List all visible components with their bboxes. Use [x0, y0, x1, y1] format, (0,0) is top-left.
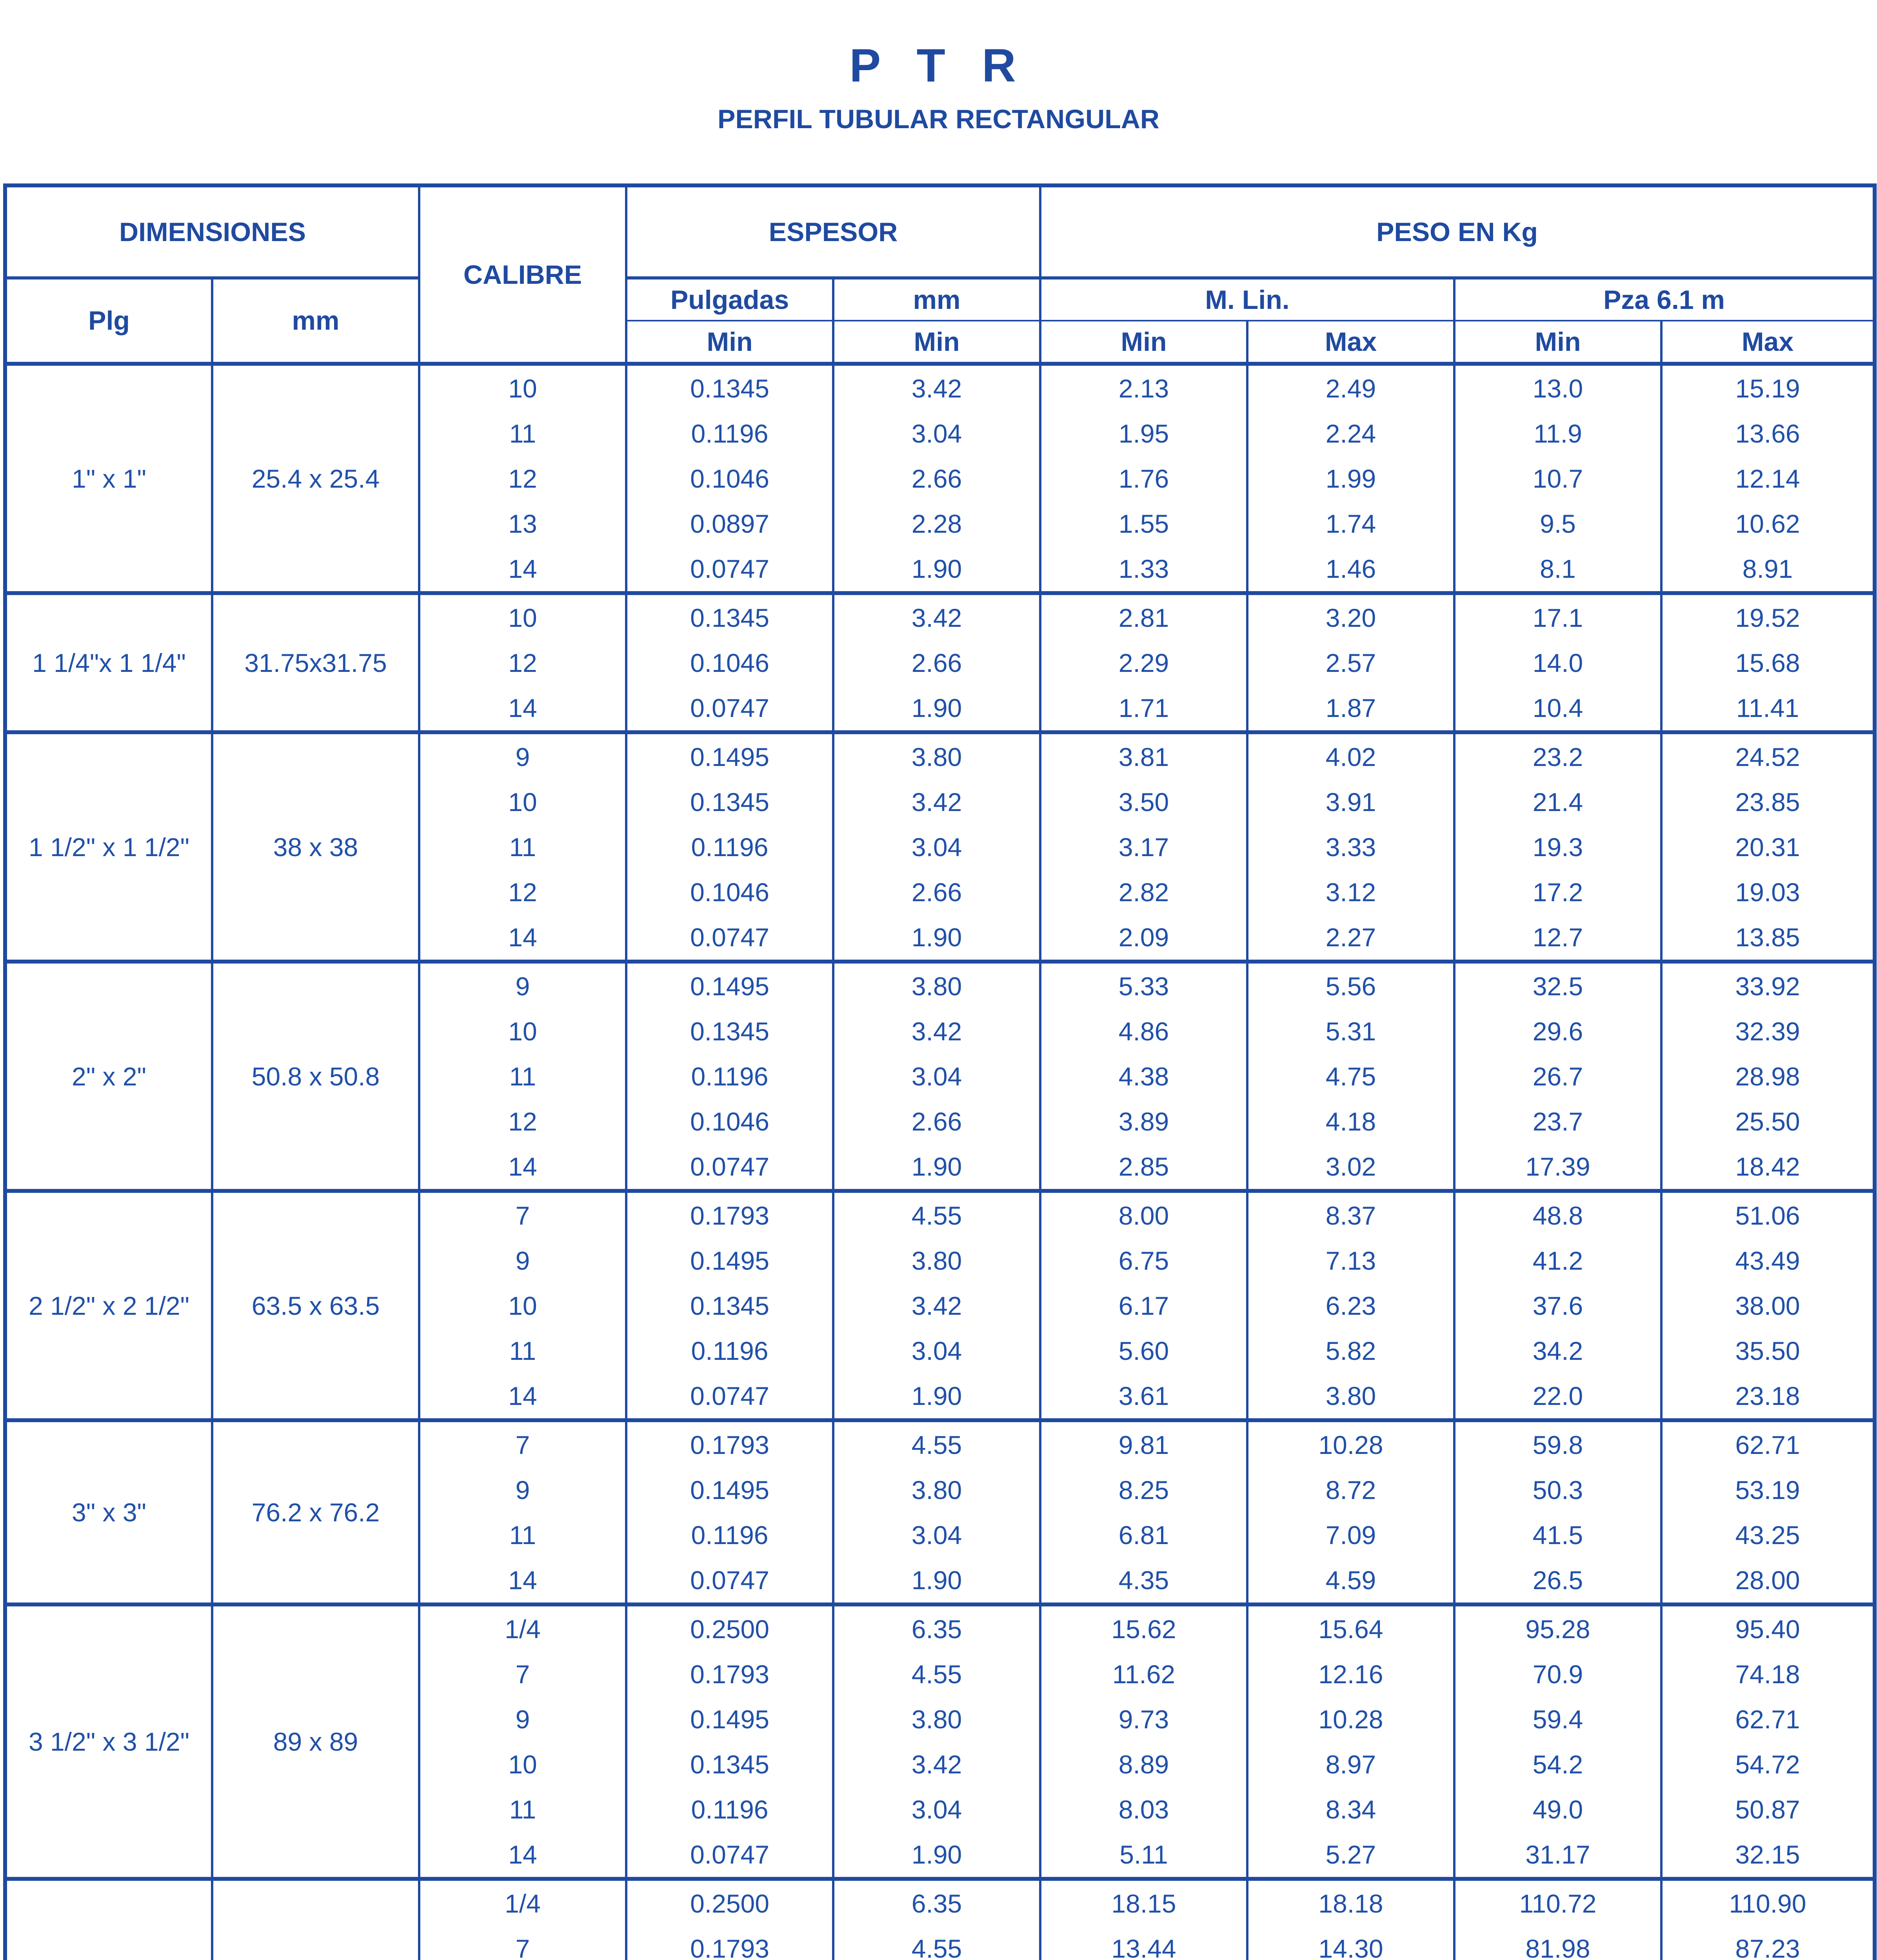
cell-calibre: 10 [419, 364, 626, 411]
cell-mlin-min: 18.15 [1040, 1879, 1247, 1926]
cell-pza-max: 8.91 [1661, 546, 1875, 593]
cell-pulgadas-min: 0.1345 [626, 1009, 833, 1054]
header-mm-min: Min [833, 321, 1040, 364]
dimension-mm: 38 x 38 [212, 732, 419, 962]
cell-mlin-max: 7.09 [1247, 1512, 1454, 1557]
cell-mlin-max: 4.75 [1247, 1054, 1454, 1099]
cell-mlin-max: 3.02 [1247, 1144, 1454, 1191]
dimension-mm: 76.2 x 76.2 [212, 1420, 419, 1604]
cell-mlin-max: 1.87 [1247, 685, 1454, 732]
page-title: P T R [849, 39, 1028, 92]
cell-mlin-max: 8.37 [1247, 1191, 1454, 1238]
cell-pulgadas-min: 0.1495 [626, 1238, 833, 1283]
cell-pulgadas-min: 0.1345 [626, 364, 833, 411]
cell-mm-min: 3.42 [833, 364, 1040, 411]
dimension-plg [5, 1879, 212, 1960]
cell-mlin-min: 15.62 [1040, 1604, 1247, 1651]
cell-pza-max: 53.19 [1661, 1467, 1875, 1512]
cell-pulgadas-min: 0.1793 [626, 1191, 833, 1238]
cell-mlin-min: 13.44 [1040, 1926, 1247, 1960]
cell-calibre: 11 [419, 1054, 626, 1099]
header-pza: Pza 6.1 m [1454, 278, 1875, 321]
cell-pza-max: 24.52 [1661, 732, 1875, 779]
cell-calibre: 12 [419, 456, 626, 501]
cell-mm-min: 4.55 [833, 1926, 1040, 1960]
cell-pza-max: 15.68 [1661, 640, 1875, 685]
cell-pza-min: 41.5 [1454, 1512, 1661, 1557]
cell-mm-min: 2.66 [833, 869, 1040, 915]
cell-mlin-max: 15.64 [1247, 1604, 1454, 1651]
cell-mm-min: 3.42 [833, 1742, 1040, 1787]
cell-pza-min: 14.0 [1454, 640, 1661, 685]
cell-pza-max: 33.92 [1661, 962, 1875, 1009]
cell-pza-min: 11.9 [1454, 411, 1661, 456]
cell-mlin-max: 5.31 [1247, 1009, 1454, 1054]
cell-calibre: 10 [419, 1009, 626, 1054]
cell-pulgadas-min: 0.1345 [626, 593, 833, 640]
cell-pza-min: 9.5 [1454, 501, 1661, 546]
cell-mlin-max: 5.82 [1247, 1328, 1454, 1373]
cell-mlin-max: 18.18 [1247, 1879, 1454, 1926]
cell-calibre: 14 [419, 1373, 626, 1420]
cell-mm-min: 1.90 [833, 685, 1040, 732]
cell-mm-min: 3.80 [833, 1467, 1040, 1512]
cell-mlin-max: 8.97 [1247, 1742, 1454, 1787]
table-row [5, 732, 1875, 779]
dimension-mm [212, 1879, 419, 1960]
cell-calibre: 13 [419, 501, 626, 546]
cell-mlin-min: 1.33 [1040, 546, 1247, 593]
cell-mlin-min: 1.55 [1040, 501, 1247, 546]
cell-mlin-max: 3.80 [1247, 1373, 1454, 1420]
cell-mm-min: 1.90 [833, 1557, 1040, 1604]
cell-calibre: 9 [419, 1697, 626, 1742]
cell-mm-min: 3.80 [833, 1697, 1040, 1742]
cell-mm-min: 3.04 [833, 1512, 1040, 1557]
header-pza-max: Max [1661, 321, 1875, 364]
cell-mlin-min: 6.17 [1040, 1283, 1247, 1328]
cell-mlin-min: 5.60 [1040, 1328, 1247, 1373]
cell-calibre: 1/4 [419, 1604, 626, 1651]
cell-pza-min: 81.98 [1454, 1926, 1661, 1960]
header-espesor: ESPESOR [626, 185, 1040, 278]
cell-mlin-max: 1.74 [1247, 501, 1454, 546]
cell-calibre: 9 [419, 732, 626, 779]
cell-mm-min: 3.80 [833, 1238, 1040, 1283]
cell-pza-max: 25.50 [1661, 1099, 1875, 1144]
cell-pza-max: 23.18 [1661, 1373, 1875, 1420]
cell-pza-max: 51.06 [1661, 1191, 1875, 1238]
cell-pulgadas-min: 0.1046 [626, 640, 833, 685]
cell-pza-min: 49.0 [1454, 1787, 1661, 1832]
header-mm: mm [212, 278, 419, 364]
cell-pza-max: 20.31 [1661, 824, 1875, 869]
cell-pulgadas-min: 0.1196 [626, 1328, 833, 1373]
cell-mm-min: 4.55 [833, 1651, 1040, 1697]
dimension-mm: 89 x 89 [212, 1604, 419, 1879]
cell-pza-min: 26.7 [1454, 1054, 1661, 1099]
cell-mlin-min: 3.50 [1040, 779, 1247, 824]
cell-mlin-min: 2.82 [1040, 869, 1247, 915]
cell-pza-max: 10.62 [1661, 501, 1875, 546]
cell-mm-min: 2.66 [833, 456, 1040, 501]
cell-pza-max: 62.71 [1661, 1697, 1875, 1742]
cell-pza-min: 17.39 [1454, 1144, 1661, 1191]
cell-mm-min: 1.90 [833, 1832, 1040, 1879]
cell-pulgadas-min: 0.0747 [626, 1832, 833, 1879]
cell-mlin-min: 2.29 [1040, 640, 1247, 685]
header-mlin: M. Lin. [1040, 278, 1454, 321]
cell-pza-max: 11.41 [1661, 685, 1875, 732]
cell-calibre: 10 [419, 779, 626, 824]
table-row [5, 962, 1875, 1009]
cell-pza-max: 54.72 [1661, 1742, 1875, 1787]
header-espesor-mm: mm [833, 278, 1040, 321]
table-row [5, 1191, 1875, 1238]
cell-calibre: 10 [419, 593, 626, 640]
cell-mm-min: 6.35 [833, 1879, 1040, 1926]
dimension-mm: 31.75x31.75 [212, 593, 419, 732]
cell-pza-min: 31.17 [1454, 1832, 1661, 1879]
cell-pza-max: 62.71 [1661, 1420, 1875, 1467]
cell-pza-max: 43.25 [1661, 1512, 1875, 1557]
header-pulgadas-min: Min [626, 321, 833, 364]
cell-mlin-min: 8.00 [1040, 1191, 1247, 1238]
dimension-plg: 2" x 2" [5, 962, 212, 1191]
header-mlin-min: Min [1040, 321, 1247, 364]
cell-pulgadas-min: 0.0747 [626, 546, 833, 593]
cell-pza-min: 21.4 [1454, 779, 1661, 824]
cell-mlin-max: 7.13 [1247, 1238, 1454, 1283]
page-subtitle: PERFIL TUBULAR RECTANGULAR [718, 104, 1159, 134]
cell-pulgadas-min: 0.1495 [626, 1467, 833, 1512]
table-row [5, 1420, 1875, 1467]
cell-mm-min: 3.80 [833, 732, 1040, 779]
cell-calibre: 7 [419, 1926, 626, 1960]
cell-mlin-min: 8.25 [1040, 1467, 1247, 1512]
cell-pza-max: 19.52 [1661, 593, 1875, 640]
cell-calibre: 7 [419, 1651, 626, 1697]
cell-mm-min: 3.04 [833, 1054, 1040, 1099]
cell-mm-min: 1.90 [833, 915, 1040, 962]
cell-mlin-min: 6.75 [1040, 1238, 1247, 1283]
cell-mm-min: 3.04 [833, 1787, 1040, 1832]
cell-calibre: 7 [419, 1191, 626, 1238]
cell-pza-min: 32.5 [1454, 962, 1661, 1009]
cell-mlin-min: 4.38 [1040, 1054, 1247, 1099]
cell-pulgadas-min: 0.2500 [626, 1879, 833, 1926]
dimension-plg: 2 1/2" x 2 1/2" [5, 1191, 212, 1420]
cell-mlin-max: 2.24 [1247, 411, 1454, 456]
dimension-mm: 63.5 x 63.5 [212, 1191, 419, 1420]
cell-pza-min: 19.3 [1454, 824, 1661, 869]
cell-mlin-max: 3.91 [1247, 779, 1454, 824]
cell-calibre: 12 [419, 1099, 626, 1144]
cell-pza-min: 17.2 [1454, 869, 1661, 915]
cell-mlin-min: 5.33 [1040, 962, 1247, 1009]
dimension-mm: 25.4 x 25.4 [212, 364, 419, 593]
cell-pulgadas-min: 0.1046 [626, 869, 833, 915]
cell-mlin-max: 3.20 [1247, 593, 1454, 640]
ptr-table [3, 183, 1877, 1960]
cell-pza-max: 18.42 [1661, 1144, 1875, 1191]
cell-calibre: 10 [419, 1742, 626, 1787]
header-dimensiones: DIMENSIONES [5, 185, 419, 278]
cell-pulgadas-min: 0.1196 [626, 824, 833, 869]
cell-mlin-max: 4.18 [1247, 1099, 1454, 1144]
cell-calibre: 11 [419, 824, 626, 869]
cell-mm-min: 3.42 [833, 593, 1040, 640]
cell-calibre: 14 [419, 915, 626, 962]
cell-pulgadas-min: 0.1793 [626, 1420, 833, 1467]
cell-pza-max: 23.85 [1661, 779, 1875, 824]
cell-mm-min: 3.42 [833, 1283, 1040, 1328]
cell-pza-max: 28.00 [1661, 1557, 1875, 1604]
cell-pulgadas-min: 0.1793 [626, 1926, 833, 1960]
cell-mlin-max: 10.28 [1247, 1697, 1454, 1742]
cell-mlin-max: 14.30 [1247, 1926, 1454, 1960]
cell-pza-max: 32.15 [1661, 1832, 1875, 1879]
cell-mlin-max: 4.02 [1247, 732, 1454, 779]
cell-mm-min: 1.90 [833, 546, 1040, 593]
cell-calibre: 9 [419, 1467, 626, 1512]
cell-pza-max: 43.49 [1661, 1238, 1875, 1283]
cell-mlin-min: 1.71 [1040, 685, 1247, 732]
cell-mlin-max: 6.23 [1247, 1283, 1454, 1328]
table-row [5, 593, 1875, 640]
cell-mm-min: 2.66 [833, 1099, 1040, 1144]
cell-pulgadas-min: 0.0747 [626, 915, 833, 962]
cell-pulgadas-min: 0.1495 [626, 1697, 833, 1742]
cell-pza-min: 110.72 [1454, 1879, 1661, 1926]
header-mlin-max: Max [1247, 321, 1454, 364]
cell-mm-min: 1.90 [833, 1144, 1040, 1191]
cell-pza-min: 70.9 [1454, 1651, 1661, 1697]
cell-pulgadas-min: 0.1046 [626, 456, 833, 501]
cell-pza-min: 23.2 [1454, 732, 1661, 779]
cell-pulgadas-min: 0.1345 [626, 1283, 833, 1328]
cell-calibre: 12 [419, 640, 626, 685]
cell-calibre: 14 [419, 685, 626, 732]
cell-calibre: 1/4 [419, 1879, 626, 1926]
cell-calibre: 12 [419, 869, 626, 915]
cell-mlin-max: 8.34 [1247, 1787, 1454, 1832]
cell-pulgadas-min: 0.1345 [626, 1742, 833, 1787]
cell-mlin-max: 2.57 [1247, 640, 1454, 685]
cell-calibre: 11 [419, 1328, 626, 1373]
cell-pulgadas-min: 0.2500 [626, 1604, 833, 1651]
cell-mlin-min: 4.86 [1040, 1009, 1247, 1054]
cell-mm-min: 2.28 [833, 501, 1040, 546]
cell-pza-min: 59.8 [1454, 1420, 1661, 1467]
cell-mm-min: 2.66 [833, 640, 1040, 685]
cell-mm-min: 4.55 [833, 1420, 1040, 1467]
cell-mlin-max: 12.16 [1247, 1651, 1454, 1697]
cell-pza-min: 13.0 [1454, 364, 1661, 411]
cell-pza-min: 34.2 [1454, 1328, 1661, 1373]
cell-calibre: 14 [419, 1144, 626, 1191]
cell-pza-min: 54.2 [1454, 1742, 1661, 1787]
dimension-plg: 1 1/2" x 1 1/2" [5, 732, 212, 962]
cell-mlin-min: 2.13 [1040, 364, 1247, 411]
cell-pza-min: 37.6 [1454, 1283, 1661, 1328]
cell-pza-max: 110.90 [1661, 1879, 1875, 1926]
cell-mlin-min: 1.76 [1040, 456, 1247, 501]
cell-calibre: 7 [419, 1420, 626, 1467]
table-row [5, 1879, 1875, 1926]
cell-pza-min: 50.3 [1454, 1467, 1661, 1512]
header-plg: Plg [5, 278, 212, 364]
cell-mlin-min: 6.81 [1040, 1512, 1247, 1557]
cell-pza-min: 26.5 [1454, 1557, 1661, 1604]
cell-pza-max: 15.19 [1661, 364, 1875, 411]
dimension-plg: 3" x 3" [5, 1420, 212, 1604]
cell-pza-max: 28.98 [1661, 1054, 1875, 1099]
cell-pulgadas-min: 0.0897 [626, 501, 833, 546]
header-calibre: CALIBRE [419, 185, 626, 364]
dimension-mm: 50.8 x 50.8 [212, 962, 419, 1191]
cell-pulgadas-min: 0.1196 [626, 1787, 833, 1832]
cell-pza-min: 41.2 [1454, 1238, 1661, 1283]
cell-pza-min: 59.4 [1454, 1697, 1661, 1742]
cell-mlin-min: 5.11 [1040, 1832, 1247, 1879]
cell-mlin-max: 3.12 [1247, 869, 1454, 915]
cell-mm-min: 3.04 [833, 411, 1040, 456]
cell-calibre: 11 [419, 1787, 626, 1832]
table-row [5, 364, 1875, 411]
cell-mlin-max: 5.27 [1247, 1832, 1454, 1879]
table-row [5, 1604, 1875, 1651]
cell-pulgadas-min: 0.1345 [626, 779, 833, 824]
cell-pza-min: 23.7 [1454, 1099, 1661, 1144]
cell-calibre: 9 [419, 962, 626, 1009]
dimension-plg: 3 1/2" x 3 1/2" [5, 1604, 212, 1879]
cell-pza-max: 74.18 [1661, 1651, 1875, 1697]
cell-calibre: 10 [419, 1283, 626, 1328]
cell-calibre: 14 [419, 1832, 626, 1879]
cell-mlin-min: 9.81 [1040, 1420, 1247, 1467]
cell-mm-min: 3.04 [833, 1328, 1040, 1373]
cell-pza-max: 95.40 [1661, 1604, 1875, 1651]
cell-pza-max: 38.00 [1661, 1283, 1875, 1328]
cell-mm-min: 3.42 [833, 1009, 1040, 1054]
cell-mm-min: 6.35 [833, 1604, 1040, 1651]
dimension-plg: 1" x 1" [5, 364, 212, 593]
cell-pulgadas-min: 0.1495 [626, 732, 833, 779]
cell-pza-min: 10.7 [1454, 456, 1661, 501]
cell-mlin-min: 9.73 [1040, 1697, 1247, 1742]
cell-pza-max: 87.23 [1661, 1926, 1875, 1960]
cell-pulgadas-min: 0.1196 [626, 1512, 833, 1557]
cell-mlin-max: 2.49 [1247, 364, 1454, 411]
header-pza-min: Min [1454, 321, 1661, 364]
cell-pulgadas-min: 0.0747 [626, 1373, 833, 1420]
cell-mlin-max: 1.46 [1247, 546, 1454, 593]
cell-pulgadas-min: 0.0747 [626, 1557, 833, 1604]
cell-pza-max: 19.03 [1661, 869, 1875, 915]
cell-pza-min: 8.1 [1454, 546, 1661, 593]
cell-mlin-max: 1.99 [1247, 456, 1454, 501]
cell-pulgadas-min: 0.1196 [626, 411, 833, 456]
cell-pulgadas-min: 0.1196 [626, 1054, 833, 1099]
cell-mm-min: 1.90 [833, 1373, 1040, 1420]
cell-mlin-min: 8.89 [1040, 1742, 1247, 1787]
cell-pza-max: 35.50 [1661, 1328, 1875, 1373]
cell-pza-max: 13.66 [1661, 411, 1875, 456]
cell-pza-min: 29.6 [1454, 1009, 1661, 1054]
cell-mlin-max: 2.27 [1247, 915, 1454, 962]
cell-pulgadas-min: 0.1046 [626, 1099, 833, 1144]
cell-mlin-min: 2.85 [1040, 1144, 1247, 1191]
cell-pza-max: 32.39 [1661, 1009, 1875, 1054]
cell-mm-min: 3.80 [833, 962, 1040, 1009]
cell-mlin-min: 3.89 [1040, 1099, 1247, 1144]
cell-mlin-min: 11.62 [1040, 1651, 1247, 1697]
cell-calibre: 14 [419, 546, 626, 593]
cell-calibre: 9 [419, 1238, 626, 1283]
cell-mlin-min: 3.81 [1040, 732, 1247, 779]
cell-mlin-min: 3.17 [1040, 824, 1247, 869]
cell-pulgadas-min: 0.0747 [626, 685, 833, 732]
cell-pza-max: 13.85 [1661, 915, 1875, 962]
cell-pza-min: 17.1 [1454, 593, 1661, 640]
cell-pulgadas-min: 0.1793 [626, 1651, 833, 1697]
cell-pulgadas-min: 0.1495 [626, 962, 833, 1009]
cell-pza-max: 50.87 [1661, 1787, 1875, 1832]
cell-mlin-min: 8.03 [1040, 1787, 1247, 1832]
header-peso: PESO EN Kg [1040, 185, 1875, 278]
cell-mlin-min: 4.35 [1040, 1557, 1247, 1604]
cell-pza-max: 12.14 [1661, 456, 1875, 501]
header-pulgadas: Pulgadas [626, 278, 833, 321]
cell-mlin-max: 3.33 [1247, 824, 1454, 869]
cell-calibre: 11 [419, 411, 626, 456]
cell-mlin-min: 2.09 [1040, 915, 1247, 962]
table-body [5, 364, 1875, 1960]
cell-mlin-max: 5.56 [1247, 962, 1454, 1009]
cell-pza-min: 10.4 [1454, 685, 1661, 732]
cell-pza-min: 12.7 [1454, 915, 1661, 962]
cell-mm-min: 4.55 [833, 1191, 1040, 1238]
cell-mm-min: 3.04 [833, 824, 1040, 869]
cell-mlin-max: 4.59 [1247, 1557, 1454, 1604]
cell-pza-min: 22.0 [1454, 1373, 1661, 1420]
cell-mlin-min: 2.81 [1040, 593, 1247, 640]
cell-calibre: 14 [419, 1557, 626, 1604]
cell-calibre: 11 [419, 1512, 626, 1557]
cell-pza-min: 95.28 [1454, 1604, 1661, 1651]
cell-pulgadas-min: 0.0747 [626, 1144, 833, 1191]
cell-pza-min: 48.8 [1454, 1191, 1661, 1238]
cell-mlin-max: 10.28 [1247, 1420, 1454, 1467]
cell-mm-min: 3.42 [833, 779, 1040, 824]
cell-mlin-min: 1.95 [1040, 411, 1247, 456]
dimension-plg: 1 1/4"x 1 1/4" [5, 593, 212, 732]
cell-mlin-min: 3.61 [1040, 1373, 1247, 1420]
cell-mlin-max: 8.72 [1247, 1467, 1454, 1512]
